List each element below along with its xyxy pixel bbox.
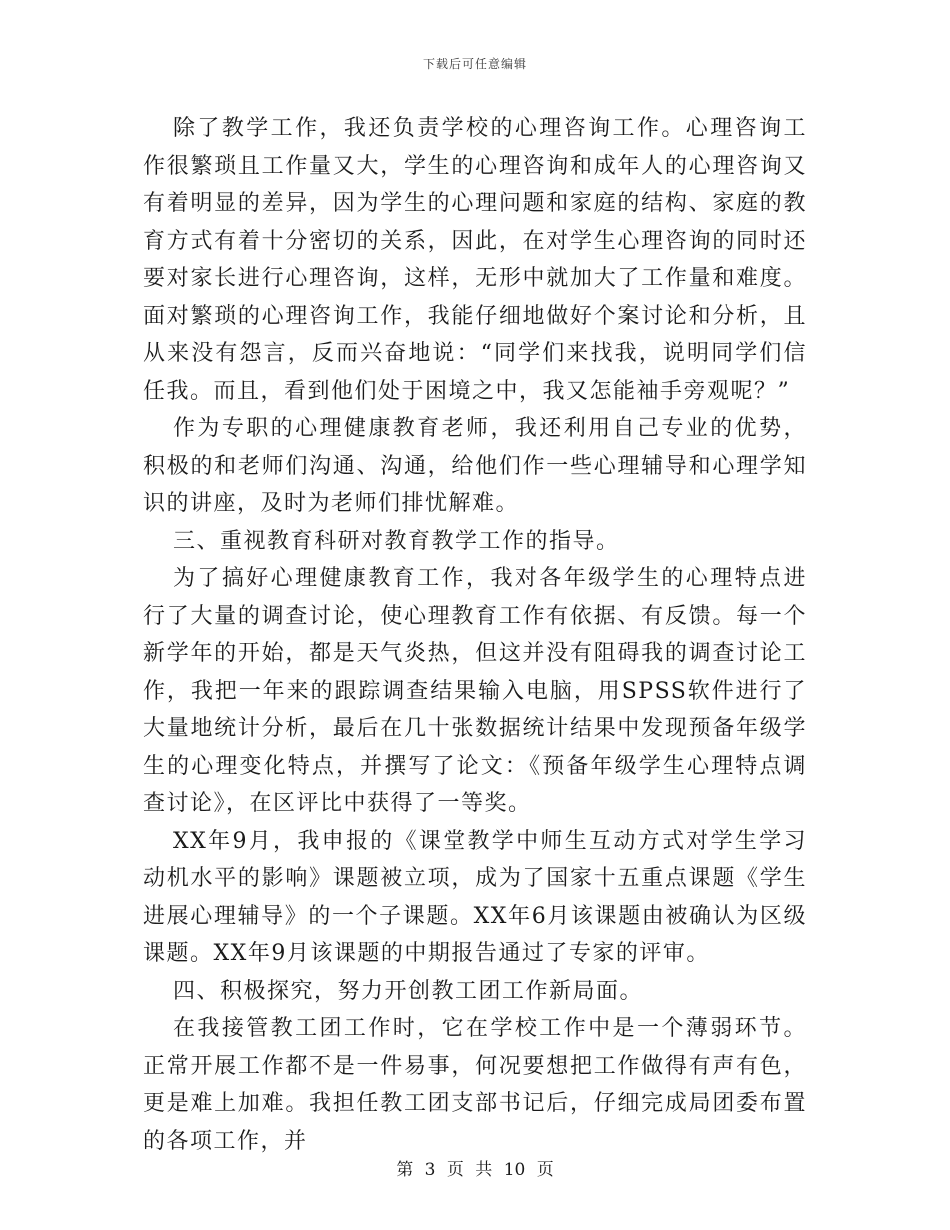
document-body xyxy=(143,110,807,1160)
page-number: 第 3 页 共 10 页 xyxy=(396,1160,554,1180)
paragraph-league-work: 在我接管教工团工作时，它在学校工作中是一个薄弱环节。正常开展工作都不是一件易事，何况要想把工作做得有声有色，更是难上加难。我担任教工团支部书记后，仔细完成局团委布置的各项工作，并 xyxy=(143,1016,807,1154)
page-header: 下载后可任意编辑 xyxy=(422,57,527,71)
section-heading-research: 三、重视教育科研对教育教学工作的指导。 xyxy=(173,528,620,554)
section-heading-league: 四、积极探究，努力开创教工团工作新局面。 xyxy=(173,978,644,1004)
paragraph-project: XX年9月，我申报的《课堂教学中师生互动方式对学生学习动机水平的影响》课题被立项，成为了国家十五重点课题《学生进展心理辅导》的一个子课题。XX年6月该课题由被确认为区级课题。XX年9月该课题的中期报告通过了专家的评审。 xyxy=(143,828,807,966)
paragraph-survey: 为了搞好心理健康教育工作，我对各年级学生的心理特点进行了大量的调查讨论，使心理教育工作有依据、有反馈。每一个新学年的开始，都是天气炎热，但这并没有阻碍我的调查讨论工作，我把一年来的跟踪调查结果输入电脑，用SPSS软件进行了大量地统计分析，最后在几十张数据统计结果中发现预备年级学生的心理变化特点，并撰写了论文：《预备年级学生心理特点调查讨论》，在区评比中获得了一等奖。 xyxy=(143,566,807,816)
paragraph-counseling: 除了教学工作，我还负责学校的心理咨询工作。心理咨询工作很繁琐且工作量又大，学生的心理咨询和成年人的心理咨询又有着明显的差异，因为学生的心理问题和家庭的结构、家庭的教育方式有着十分密切的关系，因此，在对学生心理咨询的同时还要对家长进行心理咨询，这样，无形中就加大了工作量和难度。面对繁琐的心理咨询工作，我能仔细地做好个案讨论和分析，且从来没有怨言，反而兴奋地说：“同学们来找我，说明同学们信任我。而且，看到他们处于困境之中，我又怎能袖手旁观呢？” xyxy=(143,116,807,404)
paragraph-teacher-support: 作为专职的心理健康教育老师，我还利用自己专业的优势，积极的和老师们沟通、沟通，给他们作一些心理辅导和心理学知识的讲座，及时为老师们排忧解难。 xyxy=(143,416,807,516)
